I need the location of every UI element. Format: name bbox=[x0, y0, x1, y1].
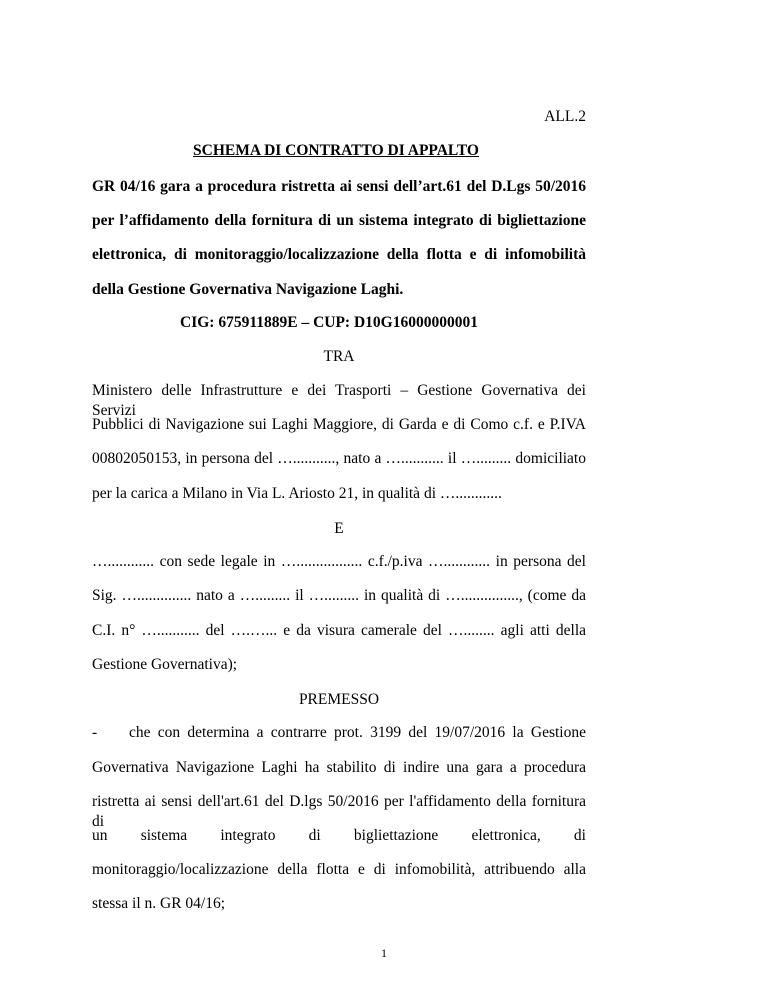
clause1-line-3: ristretta ai sensi dell'art.61 del D.lgs 50/2016 per l'affidamento della fornitura di bbox=[92, 793, 586, 830]
subject-line-1: GR 04/16 gara a procedura ristretta ai sensi dell’art.61 del D.Lgs 50/2016 bbox=[92, 178, 586, 195]
word: elettronica, bbox=[471, 827, 541, 844]
cig-cup-codes: CIG: 675911889E – CUP: D10G16000000001 bbox=[180, 314, 478, 331]
party1-line-1: Ministero delle Infrastrutture e dei Trasporti – Gestione Governativa dei Servizi bbox=[92, 382, 586, 419]
word: integrato bbox=[220, 827, 276, 844]
clause1-line-2: Governativa Navigazione Laghi ha stabilito di indire una gara a procedura bbox=[92, 759, 586, 776]
attachment-label: ALL.2 bbox=[544, 108, 586, 125]
page-number: 1 bbox=[381, 946, 387, 960]
party1-line-4: per la carica a Milano in Via L. Ariosto 21, in qualità di …............ bbox=[92, 485, 502, 502]
e-heading: E bbox=[334, 520, 344, 537]
document-title: SCHEMA DI CONTRATTO DI APPALTO bbox=[193, 142, 479, 159]
premesso-heading: PREMESSO bbox=[298, 691, 380, 708]
clause1-line-6: stessa il n. GR 04/16; bbox=[92, 895, 226, 912]
word: sistema bbox=[140, 827, 188, 844]
subject-line-4: della Gestione Governativa Navigazione Laghi. bbox=[92, 281, 404, 298]
party2-line-4: Gestione Governativa); bbox=[92, 656, 238, 673]
word: di bbox=[308, 827, 321, 844]
clause1-line-1: che con determina a contrarre prot. 3199 del 19/07/2016 la Gestione bbox=[129, 724, 586, 741]
word: bigliettazione bbox=[353, 827, 439, 844]
party2-line-1: …............ con sede legale in …................. c.f./p.iva …............ in persona del bbox=[92, 553, 586, 570]
subject-line-2: per l’affidamento della fornitura di un sistema integrato di bigliettazione bbox=[92, 212, 586, 229]
subject-line-3: elettronica, di monitoraggio/localizzazione della flotta e di infomobilità bbox=[92, 246, 586, 263]
clause1-line-4 bbox=[92, 826, 586, 846]
tra-heading: TRA bbox=[323, 348, 355, 365]
party2-line-3: C.I. n° …........... del ….…... e da visura camerale del …........ agli atti della bbox=[92, 622, 586, 639]
word: un bbox=[92, 827, 108, 844]
word: di bbox=[573, 827, 586, 844]
party2-line-2: Sig. ….............. nato a …......... il …......... in qualità di …..............., (come da bbox=[92, 587, 586, 604]
party1-line-2: Pubblici di Navigazione sui Laghi Maggiore, di Garda e di Como c.f. e P.IVA bbox=[92, 416, 586, 433]
party1-line-3: 00802050153, in persona del …..........., nato a …........... il …......... domiciliato bbox=[92, 450, 586, 467]
clause-dash: - bbox=[92, 724, 98, 741]
clause1-line-5: monitoraggio/localizzazione della flotta e di infomobilità, attribuendo alla bbox=[92, 861, 586, 878]
